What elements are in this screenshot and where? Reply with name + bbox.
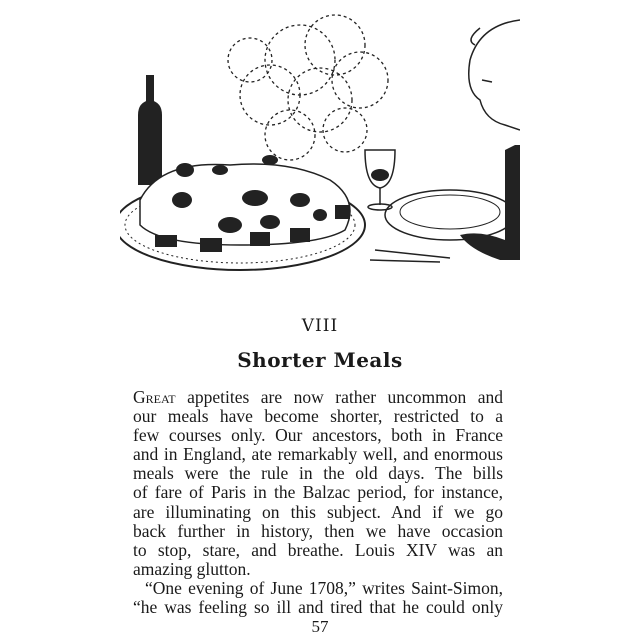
text-line: of fare of Paris in the Balzac period, for instance, xyxy=(133,482,503,503)
text-line: to stop, stare, and breathe. Louis XIV was an xyxy=(133,539,503,560)
lead-word: Great xyxy=(133,387,176,407)
text-line: amazing glutton. xyxy=(133,558,251,579)
steam-clouds xyxy=(228,15,388,160)
text-line: “One evening of June 1708,” writes Saint-Simon, xyxy=(145,577,503,598)
wine-bottle xyxy=(138,75,162,185)
text-line: our meals have become shorter, restricted to a xyxy=(133,406,503,427)
text-line: few courses only. Our ancestors, both in France xyxy=(133,425,503,446)
text-line: are illuminating on this subject. And if we go xyxy=(133,501,503,522)
chapter-number: VIII xyxy=(301,316,339,336)
text-line: Great appetites are now rather uncommon and xyxy=(133,387,503,407)
text-line: back further in history, then we have occasion xyxy=(133,520,503,541)
diner-arm xyxy=(460,145,520,260)
text-line: meals were the rule in the old days. The bills xyxy=(133,463,503,484)
text-line: “he was feeling so ill and tired that he could only xyxy=(133,597,503,618)
plate xyxy=(385,190,515,240)
text-line: and in England, ate remarkably well, and enormous xyxy=(133,444,503,465)
cutlery xyxy=(370,250,450,262)
roast xyxy=(140,164,350,245)
diner-face xyxy=(469,20,520,130)
chapter-title: Shorter Meals xyxy=(237,348,403,372)
dinner-illustration xyxy=(120,0,520,285)
body-text xyxy=(133,388,503,617)
page-number: 57 xyxy=(311,617,329,636)
